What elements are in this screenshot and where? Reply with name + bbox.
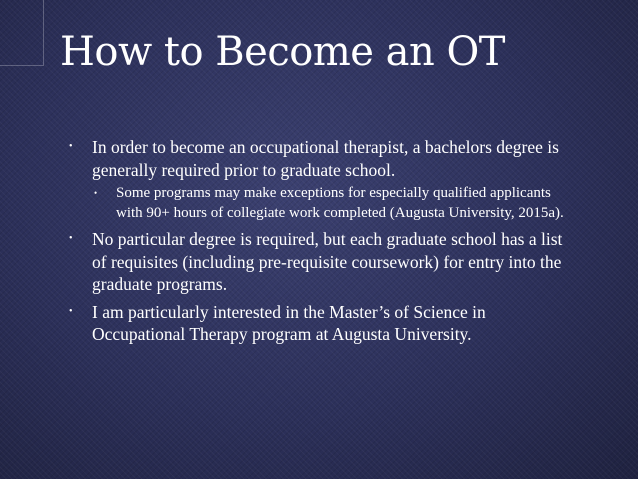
bullet-item: [60, 228, 580, 296]
bullet-item: [60, 136, 580, 181]
bullet-icon: •: [94, 188, 98, 198]
bullet-text: No particular degree is required, but each graduate school has a list of requisites (including pre-requisite coursework) for entry into the graduate programs.: [92, 229, 563, 294]
bullet-list: [60, 136, 580, 346]
sub-bullet-text: Some programs may make exceptions for especially qualified applicants with 90+ hours of collegiate work completed (Augusta University, 2015a).: [116, 185, 564, 221]
bullet-text: I am particularly interested in the Master’s of Science in Occupational Therapy program at Augusta University.: [92, 301, 486, 344]
sub-bullet-item: [84, 184, 580, 223]
bullet-icon: •: [69, 233, 73, 244]
bullet-item: [60, 301, 580, 346]
bullet-icon: •: [69, 305, 73, 317]
bullet-text: In order to become an occupational therapist, a bachelors degree is generally required prior to graduate school.: [92, 137, 559, 180]
slide-title: How to Become an OT: [60, 29, 505, 75]
bullet-icon: •: [69, 141, 73, 152]
corner-frame: [0, 0, 44, 66]
